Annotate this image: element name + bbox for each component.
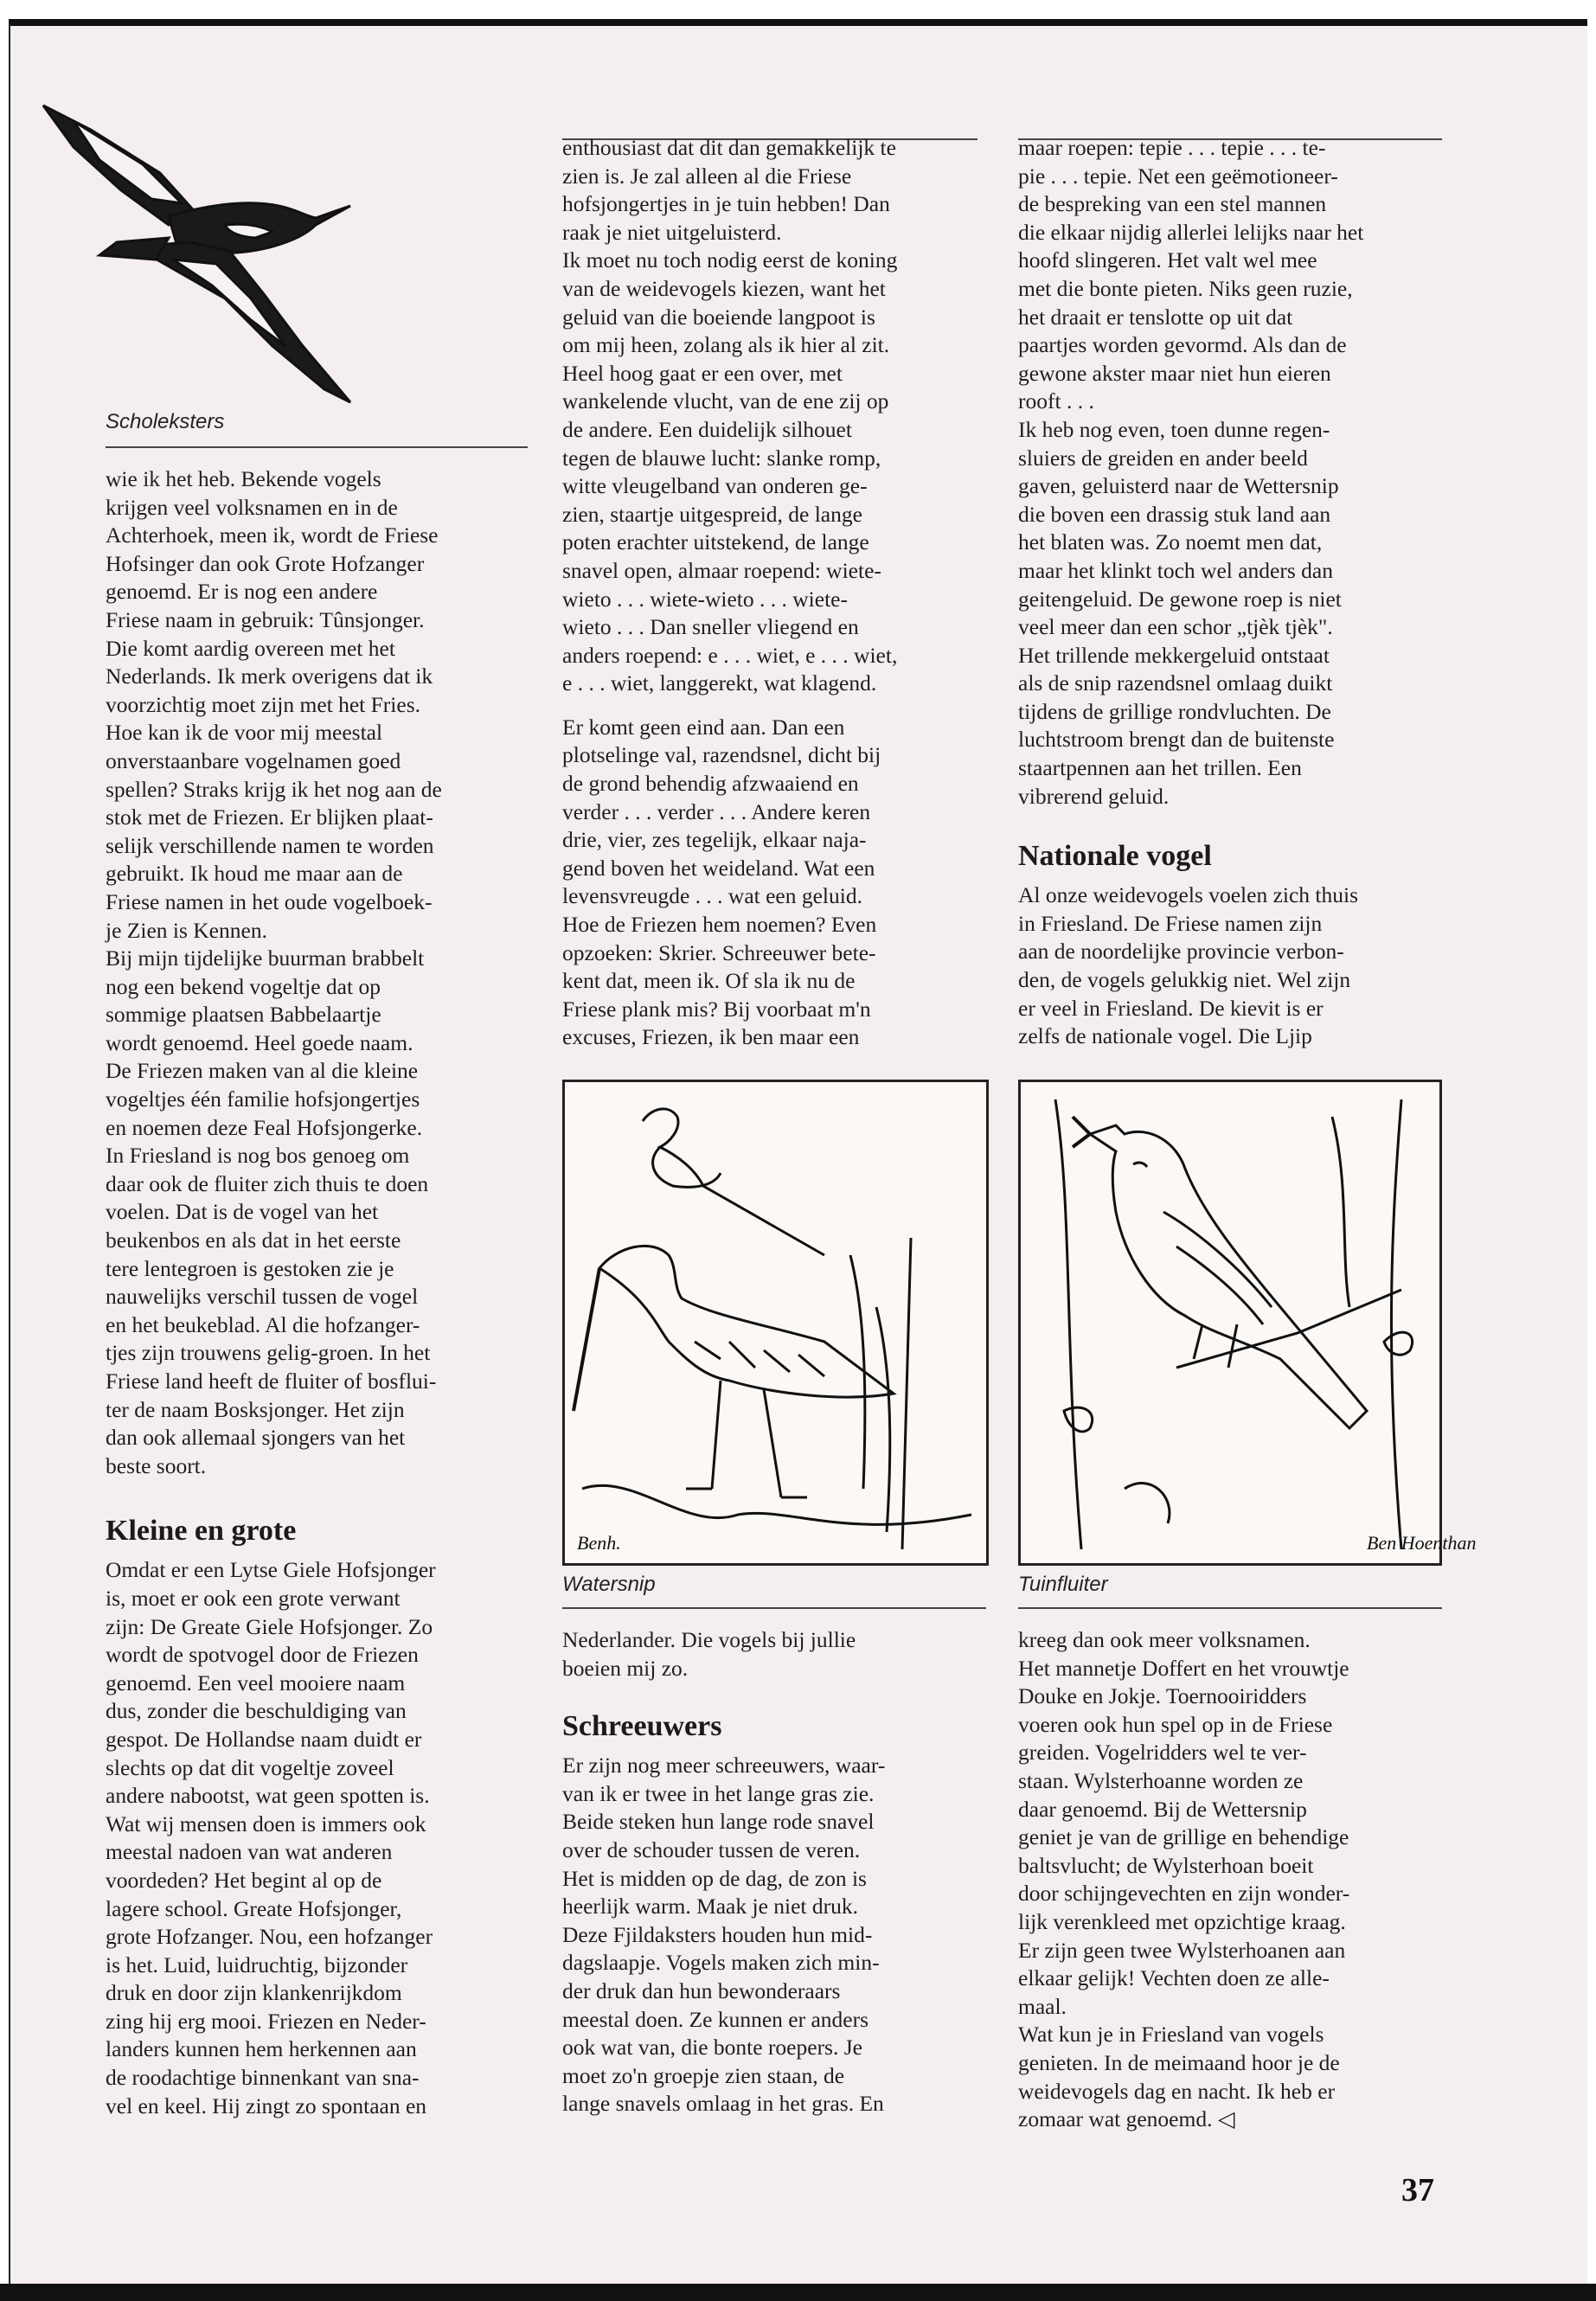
snipe-illustration — [562, 1080, 989, 1566]
heading-nationale-vogel: Nationale vogel — [1018, 840, 1212, 873]
column-1 — [106, 465, 538, 2120]
heading-kleine-en-grote: Kleine en grote — [106, 1515, 297, 1548]
column-2-lower — [562, 1626, 986, 2118]
column-3-lower — [1018, 1626, 1451, 2134]
snipe-caption: Watersnip — [562, 1573, 656, 1596]
oystercatcher-illustration — [39, 95, 368, 415]
oystercatcher-caption: Scholeksters — [106, 410, 225, 433]
col2-paragraph-4: Er zijn nog meer schreeuwers, waar- van ik er twee in het lange gras zie. Beide steken hun lange rode snavel over de schouder tussen de veren. Het is midden op de dag, de zon is heerlijk warm. Maak je niet druk. Deze Fjildaksters houden hun mid- dagslaapje. Vogels maken zich min- der druk dan hun bewonderaars meestal doen. Ze kunnen er anders ook wat van, die bonte roepers. Je moet zo'n groepje zien staan, de lange snavels omlaag in het gras. En — [562, 1753, 886, 2117]
warbler-illustration — [1018, 1080, 1477, 1566]
col2-paragraph-1: enthousiast dat dit dan gemakkelijk te zien is. Je zal alleen al die Friese hofsjongertjes in je tuin hebben! Dan raak je niet uitgeluisterd. Ik moet nu toch nodig eerst de koning van de weidevogels kiezen, want het geluid van die boeiende langpoot is om mij heen, zolang als ik hier al zit. Heel hoog gaat er een over, met wankelende vlucht, van de ene zij op de andere. Een duidelijk silhouet tegen de blauwe lucht: slanke romp, witte vleugelband van onderen ge- zien, staartje uitgespreid, de lange poten erachter uitstekend, de lange snavel open, almaar roepend: wiete- wieto . . . wiete-wieto . . . wiete- wieto . . . Dan sneller vliegend en anders roepend: e . . . wiet, e . . . wiet, e . . . wiet, langgerekt, wat klagend. — [562, 135, 898, 696]
heading-schreeuwers: Schreeuwers — [562, 1710, 722, 1743]
warbler-caption-divider — [1018, 1607, 1442, 1609]
col2-paragraph-2: Er komt geen eind aan. Dan een plotselinge val, razendsnel, dicht bij de grond behendig afzwaaiend en verder . . . verder . . . Andere keren drie, vier, zes tegelijk, elkaar naja- gend boven het weideland. Wat een levensvreugde . . . wat een geluid. Hoe de Friezen hem noemen? Even opzoeken: Skrier. Schreeuwer bete- kent dat, meen ik. Of sla ik nu de Friese plank mis? Bij voorbaat m'n excuses, Friezen, ik ben maar een — [562, 714, 881, 1050]
col2-paragraph-3: Nederlander. Die vogels bij jullie boeien mij zo. — [562, 1627, 856, 1681]
col3-paragraph-3: kreeg dan ook meer volksnamen. Het mannetje Doffert en het vrouwtje Douke en Jokje. Toernooiridders voeren ook hun spel op in de Friese greiden. Vogelridders wel te ver- staan. Wylsterhoanne worden ze daar genoemd. Bij de Wettersnip geniet je van de grillige en behendige baltsvlucht; de Wylsterhoan boeit door schijngevechten en zijn wonder- lijk verenkleed met opzichtige kraag. Er zijn geen twee Wylsterhoanen aan elkaar gelijk! Vechten doen ze alle- maal. Wat kun je in Friesland van vogels genieten. In de meimaand hoor je de weidevogels dag en nacht. Ik heb er zomaar wat genoemd. ◁ — [1018, 1627, 1350, 2132]
col1-paragraph-2: Omdat er een Lytse Giele Hofsjonger is, moet er ook een grote verwant zijn: De Greate Giele Hofsjonger. Zo wordt de spotvogel door de Friezen genoemd. Een veel mooiere naam dus, zonder die beschuldiging van gespot. De Hollandse naam duidt er slechts op dat dit vogeltje zoveel andere nabootst, wat geen spotten is. Wat wij mensen doen is immers ook meestal nadoen van wat anderen voordeden? Het begint al op de lagere school. Greate Hofsjonger, grote Hofzanger. Nou, een hofzanger is het. Luid, luidruchtig, bijzonder druk en door zijn klankenrijkdom zing hij erg mooi. Friezen en Neder- landers kunnen hem herkennen aan de roodachtige binnenkant van sna- vel en keel. Hij zingt zo spontaan en — [106, 1557, 436, 2118]
page-number: 37 — [1401, 2172, 1434, 2208]
warbler-caption: Tuinfluiter — [1018, 1573, 1108, 1596]
column-2 — [562, 134, 986, 1052]
caption-divider — [106, 446, 528, 448]
col3-paragraph-1: maar roepen: tepie . . . tepie . . . te- pie . . . tepie. Net een geëmotioneer- de bespreking van een stel mannen die elkaar nijdig allerlei lelijks naar het hoofd slingeren. Het valt wel mee met die bonte pieten. Niks geen ruzie, het draait er tenslotte op uit dat paartjes worden gevormd. Als dan de gewone akster maar niet hun eieren rooft . . . Ik heb nog even, toen dunne regen- sluiers de greiden en ander beeld gaven, geluisterd naar de Wettersnip die boven een drassig stuk land aan het blaten was. Zo noemt men dat, maar het klinkt toch wel anders dan geitengeluid. De gewone roep is niet veel meer dan een schor „tjèk tjèk". Het trillende mekkergeluid ontstaat als de snip razendsnel omlaag duikt tijdens de grillige rondvluchten. De luchtstroom brengt dan de buitenste staartpennen aan het trillen. Een vibrerend geluid. — [1018, 135, 1364, 809]
snipe-caption-divider — [562, 1607, 986, 1609]
bottom-border — [0, 2284, 1596, 2301]
snipe-artist-signature: Benh. — [577, 1532, 621, 1554]
col1-paragraph-1: wie ik het heb. Bekende vogels krijgen veel volksnamen en in de Achterhoek, meen ik, wordt de Friese Hofsinger dan ook Grote Hofzanger genoemd. Er is nog een andere Friese naam in gebruik: Tûnsjonger. Die komt aardig overeen met het Nederlands. Ik merk overigens dat ik voorzichtig moet zijn met het Fries. Hoe kan ik de voor mij meestal onverstaanbare vogelnamen goed spellen? Straks krijg ik het nog aan de stok met de Friezen. Er blijken plaat- selijk verschillende namen te worden gebruikt. Ik houd me maar aan de Friese namen in het oude vogelboek- je Zien is Kennen. Bij mijn tijdelijke buurman brabbelt nog een bekend vogeltje dat op sommige plaatsen Babbelaartje wordt genoemd. Heel goede naam. De Friezen maken van al die kleine vogeltjes één familie hofsjongertjes en noemen deze Feal Hofsjongerke. In Friesland is nog bos genoeg om daar ook de fluiter zich thuis te doen voelen. Dat is de vogel van het beukenbos en als dat in het eerste tere lentegroen is gestoken zie je nauwelijks verschil tussen de vogel en het beukeblad. Al die hofzanger- tjes zijn trouwens gelig-groen. In het Friese land heeft de fluiter of bosflui- ter de naam Bosksjonger. Het zijn dan ook allemaal sjongers van het beste soort. — [106, 466, 442, 1478]
column-3 — [1018, 134, 1451, 1051]
warbler-artist-signature: Ben Hoenthan — [1367, 1532, 1477, 1554]
col3-paragraph-2: Al onze weidevogels voelen zich thuis in Friesland. De Friese namen zijn aan de noordelijke provincie verbon- den, de vogels gelukkig niet. Wel zijn er veel in Friesland. De kievit is er zelfs de nationale vogel. Die Ljip — [1018, 882, 1359, 1049]
